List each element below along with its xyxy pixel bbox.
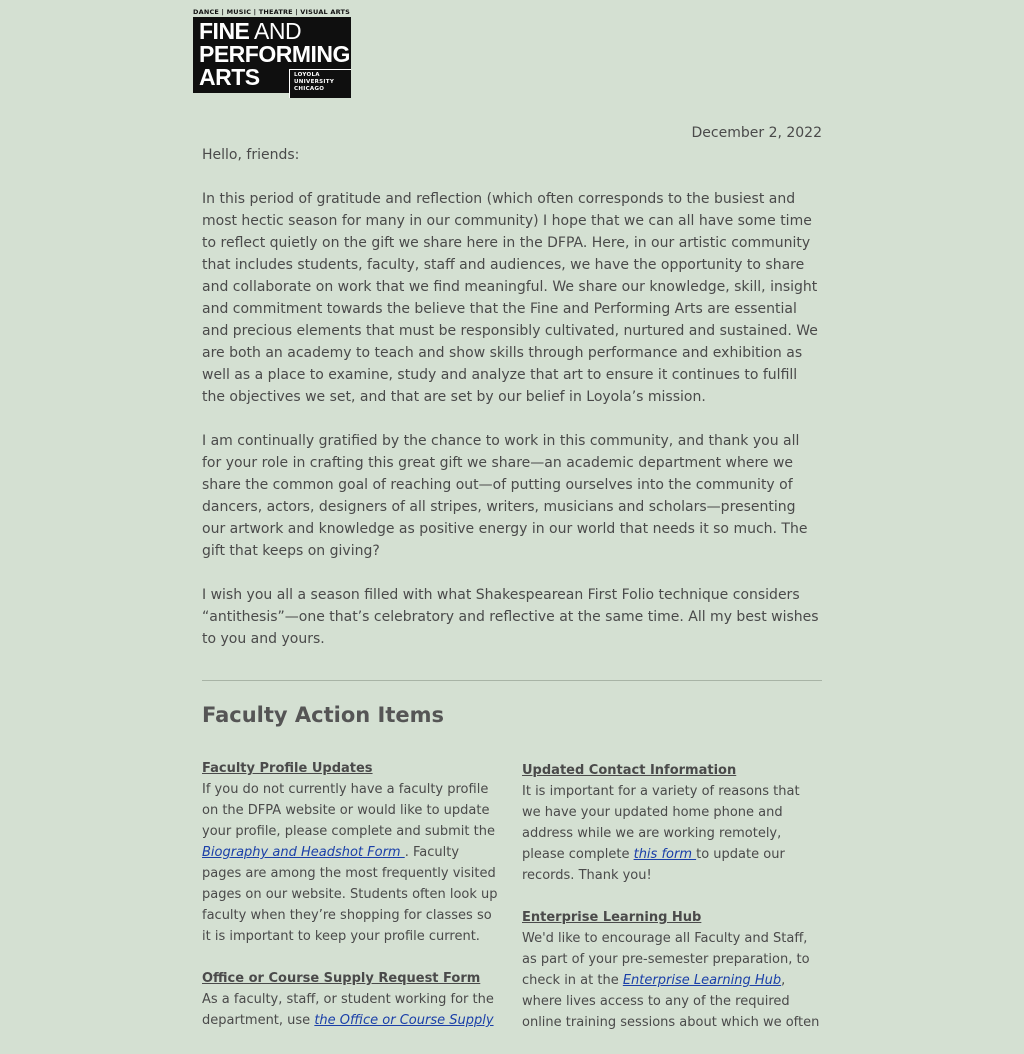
letter-paragraph-1: In this period of gratitude and reflection (which often corresponds to the busiest and most hectic season for many in our community) I hope that we can all have some time to reflect quietly on the gift we share here in the DFPA. Here, in our artistic community that includes students, faculty, staff and audiences, we have the opportunity to share and collaborate on work that we find meaningful. We share our knowledge, skill, insight and commitment towards the believe that the Fine and Performing Arts are essential and precious elements that must be responsibly cultivated, nurtured and sustained. We are both an academy to teach and show skills through performance and exhibition as well as a place to examine, study and analyze that art to ensure it continues to fulfill the objectives we set, and that are set by our belief in Loyola’s mission. bbox=[202, 191, 818, 405]
logo-disciplines: DANCE | MUSIC | THEATRE | VISUAL ARTS bbox=[193, 8, 351, 16]
letter-date: December 2, 2022 bbox=[691, 125, 822, 141]
profile-updates-title: Faculty Profile Updates bbox=[202, 761, 373, 776]
letter-paragraph-2: I am continually gratified by the chance to work in this community, and thank you all for your role in crafting this great gift we share—an academic department where we share the common goal of reaching out—of putting ourselves into the community of dancers, actors, designers of all stripes, writers, musicians and scholars—presenting our artwork and knowledge as positive energy in our world that needs it so much. The gift that keeps on giving? bbox=[202, 433, 808, 559]
learning-hub-item bbox=[522, 907, 822, 1033]
faculty-right-column bbox=[522, 760, 822, 1054]
logo-fine: FINE bbox=[199, 18, 250, 44]
elh-text-before: We'd like to encourage all Faculty and Staff, as part of your pre-semester preparation, to check in at the bbox=[522, 931, 810, 988]
section-divider bbox=[202, 680, 822, 681]
logo-sub-1: LOYOLA bbox=[294, 72, 320, 78]
elh-text-after: , where lives access to any of the required online training sessions about which we often bbox=[522, 973, 820, 1030]
biography-form-link[interactable]: Biography and Headshot Form bbox=[202, 845, 405, 860]
profile-updates-body bbox=[202, 779, 502, 947]
supply-request-title: Office or Course Supply Request Form bbox=[202, 971, 481, 986]
supply-request-item bbox=[202, 968, 502, 1031]
learning-hub-title: Enterprise Learning Hub bbox=[522, 910, 702, 925]
contact-info-body bbox=[522, 781, 822, 886]
faculty-left-column bbox=[202, 758, 502, 1052]
supply-form-link[interactable]: the Office or Course Supply bbox=[314, 1013, 494, 1028]
contact-text-before: It is important for a variety of reasons that we have your updated home phone and address while we are working remotely, please complete bbox=[522, 784, 800, 862]
contact-form-link[interactable]: this form bbox=[633, 847, 697, 862]
logo-line-2: PERFORMING bbox=[199, 41, 350, 67]
fpa-logo[interactable] bbox=[193, 8, 351, 100]
letter-content bbox=[202, 122, 822, 729]
learning-hub-body bbox=[522, 928, 822, 1033]
profile-text-after: . Faculty pages are among the most frequently visited pages on our website. Students often look up faculty when they’re shopping for classes so it is important to keep your profile current. bbox=[202, 845, 498, 944]
logo-university-tag bbox=[289, 69, 351, 98]
contact-text-after: to update our records. Thank you! bbox=[522, 847, 785, 883]
profile-text-before: If you do not currently have a faculty profile on the DFPA website or would like to update your profile, please complete and submit the bbox=[202, 782, 495, 839]
faculty-section-title: Faculty Action Items bbox=[202, 703, 445, 727]
profile-updates-item bbox=[202, 758, 502, 947]
letter-paragraph-3: I wish you all a season filled with what Shakespearean First Folio technique considers “antithesis”—one that’s celebratory and reflective at the same time. All my best wishes to you and yours. bbox=[202, 587, 819, 647]
supply-request-body bbox=[202, 989, 502, 1031]
greeting: Hello, friends: bbox=[202, 147, 300, 163]
learning-hub-link[interactable]: Enterprise Learning Hub bbox=[622, 973, 782, 988]
logo-line-1 bbox=[199, 20, 301, 42]
logo-sub-3: CHICAGO bbox=[294, 86, 325, 92]
logo-line-3: ARTS bbox=[199, 64, 260, 90]
logo-sub-2: UNIVERSITY bbox=[294, 79, 335, 85]
contact-info-title: Updated Contact Information bbox=[522, 763, 737, 778]
logo-and: AND bbox=[249, 18, 302, 44]
contact-info-item bbox=[522, 760, 822, 886]
supply-text-before: As a faculty, staff, or student working for the department, use bbox=[202, 992, 494, 1028]
